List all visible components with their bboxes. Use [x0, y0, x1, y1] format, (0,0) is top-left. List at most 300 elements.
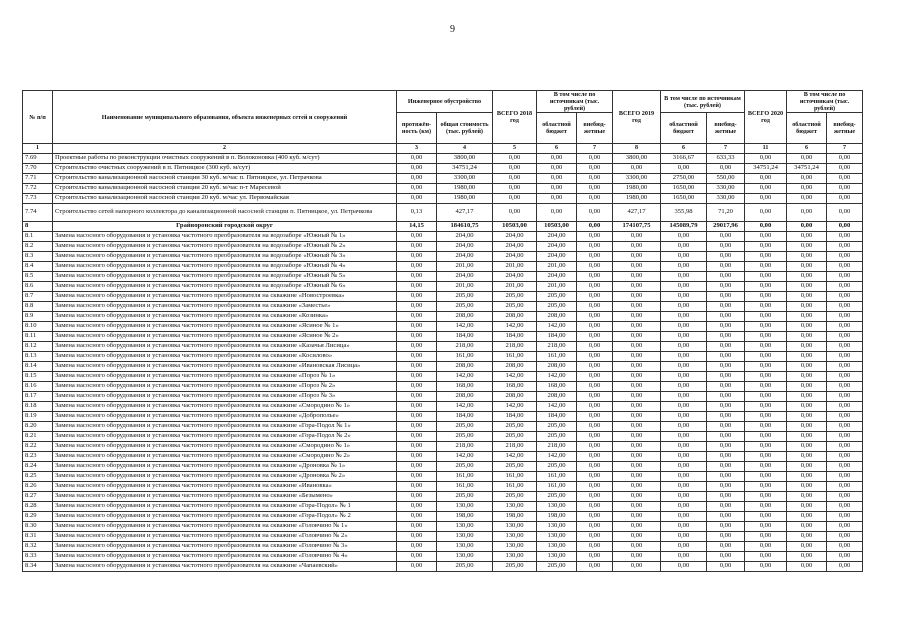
- value-cell: 0,00: [707, 322, 745, 332]
- value-cell: 0,00: [787, 402, 827, 412]
- value-cell: 0,00: [787, 184, 827, 194]
- value-cell: 0,00: [577, 462, 613, 472]
- value-cell: 0,00: [661, 482, 707, 492]
- value-cell: 0,00: [397, 332, 437, 342]
- value-cell: 0,00: [613, 512, 661, 522]
- value-cell: 0,00: [493, 154, 537, 164]
- value-cell: 0,00: [397, 412, 437, 422]
- column-number: 8: [613, 144, 661, 154]
- value-cell: 0,00: [537, 174, 577, 184]
- value-cell: 0,00: [745, 292, 787, 302]
- value-cell: 204,00: [437, 272, 493, 282]
- value-cell: 0,00: [827, 222, 863, 232]
- value-cell: 0,00: [397, 432, 437, 442]
- value-cell: 205,00: [537, 462, 577, 472]
- column-number: 7: [827, 144, 863, 154]
- investment-table: [22, 90, 863, 572]
- value-cell: 184,00: [537, 332, 577, 342]
- value-cell: 0,00: [745, 282, 787, 292]
- row-number: 7.71: [23, 174, 53, 184]
- value-cell: 14,15: [397, 222, 437, 232]
- value-cell: 0,00: [661, 332, 707, 342]
- value-cell: 204,00: [437, 232, 493, 242]
- table-row: [23, 272, 863, 282]
- value-cell: 1980,00: [437, 194, 493, 204]
- value-cell: 205,00: [437, 562, 493, 572]
- column-number: 7: [707, 144, 745, 154]
- value-cell: 208,00: [537, 362, 577, 372]
- value-cell: 633,33: [707, 154, 745, 164]
- value-cell: 0,00: [613, 422, 661, 432]
- value-cell: 0,00: [745, 542, 787, 552]
- row-number: 7.72: [23, 184, 53, 194]
- row-number: 8.8: [23, 302, 53, 312]
- value-cell: 208,00: [437, 362, 493, 372]
- value-cell: 198,00: [537, 512, 577, 522]
- value-cell: 0,00: [577, 352, 613, 362]
- value-cell: 0,00: [577, 452, 613, 462]
- value-cell: 0,00: [707, 372, 745, 382]
- value-cell: 218,00: [493, 442, 537, 452]
- value-cell: 0,00: [707, 532, 745, 542]
- value-cell: 0,00: [537, 184, 577, 194]
- value-cell: 0,00: [493, 174, 537, 184]
- value-cell: 330,00: [707, 194, 745, 204]
- value-cell: 204,00: [493, 252, 537, 262]
- row-number: 8.25: [23, 472, 53, 482]
- value-cell: 184,00: [493, 412, 537, 422]
- value-cell: 201,00: [493, 262, 537, 272]
- value-cell: 0,00: [827, 512, 863, 522]
- value-cell: 0,00: [787, 372, 827, 382]
- column-number: 7: [577, 144, 613, 154]
- row-number: 8.33: [23, 552, 53, 562]
- value-cell: 0,00: [397, 362, 437, 372]
- table-row: [23, 342, 863, 352]
- value-cell: 204,00: [437, 252, 493, 262]
- value-cell: 0,00: [661, 472, 707, 482]
- value-cell: 0,00: [397, 352, 437, 362]
- row-number: 8.28: [23, 502, 53, 512]
- value-cell: 0,00: [745, 532, 787, 542]
- value-cell: 161,00: [493, 352, 537, 362]
- table-row: [23, 154, 863, 164]
- value-cell: 0,00: [787, 282, 827, 292]
- table-row: [23, 392, 863, 402]
- value-cell: 0,00: [707, 164, 745, 174]
- table-row: [23, 174, 863, 184]
- value-cell: 0,00: [745, 512, 787, 522]
- value-cell: 0,00: [661, 292, 707, 302]
- value-cell: 0,00: [577, 362, 613, 372]
- value-cell: 0,00: [707, 502, 745, 512]
- object-name: Замена насосного оборудования и установка частотного преобразователя на скважине «Головчино № 4»: [53, 552, 397, 562]
- row-number: 7.70: [23, 164, 53, 174]
- value-cell: 204,00: [437, 242, 493, 252]
- object-name: Замена насосного оборудования и установка частотного преобразователя на скважине «Безымено»: [53, 492, 397, 502]
- value-cell: 0,00: [397, 242, 437, 252]
- value-cell: 0,00: [745, 472, 787, 482]
- table-row: [23, 442, 863, 452]
- value-cell: 0,00: [827, 272, 863, 282]
- value-cell: 0,00: [827, 432, 863, 442]
- value-cell: 0,00: [707, 542, 745, 552]
- row-number: 8.2: [23, 242, 53, 252]
- value-cell: 204,00: [537, 252, 577, 262]
- value-cell: 161,00: [437, 472, 493, 482]
- value-cell: 0,00: [745, 342, 787, 352]
- table-row: [23, 292, 863, 302]
- value-cell: 0,00: [577, 272, 613, 282]
- value-cell: 168,00: [537, 382, 577, 392]
- value-cell: 0,00: [745, 452, 787, 462]
- row-number: 8.20: [23, 422, 53, 432]
- value-cell: 0,00: [827, 442, 863, 452]
- value-cell: 0,00: [613, 482, 661, 492]
- value-cell: 161,00: [537, 472, 577, 482]
- table-row: [23, 332, 863, 342]
- value-cell: 0,00: [745, 272, 787, 282]
- value-cell: 34751,24: [787, 164, 827, 174]
- value-cell: 142,00: [493, 372, 537, 382]
- value-cell: 0,00: [745, 362, 787, 372]
- value-cell: 0,00: [397, 532, 437, 542]
- value-cell: 0,00: [537, 164, 577, 174]
- table-row: [23, 322, 863, 332]
- value-cell: 161,00: [437, 482, 493, 492]
- value-cell: 218,00: [493, 342, 537, 352]
- table-row: [23, 402, 863, 412]
- object-name: Грайворонский городской округ: [53, 222, 397, 232]
- value-cell: 0,00: [397, 512, 437, 522]
- value-cell: 142,00: [437, 372, 493, 382]
- column-number: 4: [437, 144, 493, 154]
- value-cell: 0,00: [577, 552, 613, 562]
- row-number: 8.29: [23, 512, 53, 522]
- value-cell: 0,00: [397, 282, 437, 292]
- value-cell: 130,00: [493, 552, 537, 562]
- value-cell: 0,00: [397, 174, 437, 184]
- table-row: [23, 194, 863, 204]
- value-cell: 205,00: [437, 432, 493, 442]
- row-number: 8.34: [23, 562, 53, 572]
- value-cell: 0,00: [397, 392, 437, 402]
- value-cell: 0,00: [787, 272, 827, 282]
- value-cell: 0,00: [397, 184, 437, 194]
- value-cell: 0,00: [661, 272, 707, 282]
- value-cell: 142,00: [537, 402, 577, 412]
- value-cell: 0,00: [745, 204, 787, 222]
- value-cell: 205,00: [437, 492, 493, 502]
- value-cell: 0,00: [787, 512, 827, 522]
- value-cell: 0,00: [577, 522, 613, 532]
- value-cell: 0,00: [827, 174, 863, 184]
- value-cell: 0,00: [745, 422, 787, 432]
- value-cell: 0,00: [787, 492, 827, 502]
- value-cell: 0,00: [745, 174, 787, 184]
- column-number: 6: [787, 144, 827, 154]
- value-cell: 201,00: [437, 262, 493, 272]
- value-cell: 1650,00: [661, 194, 707, 204]
- value-cell: 142,00: [437, 402, 493, 412]
- value-cell: 0,00: [827, 282, 863, 292]
- object-name: Строительство очистных сооружений в п. Пятницкое (300 куб. м/сут): [53, 164, 397, 174]
- value-cell: 0,00: [745, 252, 787, 262]
- value-cell: 0,00: [745, 242, 787, 252]
- value-cell: 0,00: [577, 222, 613, 232]
- value-cell: 0,00: [577, 532, 613, 542]
- value-cell: 0,00: [707, 412, 745, 422]
- row-number: 8.21: [23, 432, 53, 442]
- header-num: № п/п: [23, 91, 53, 144]
- value-cell: 198,00: [493, 512, 537, 522]
- value-cell: 0,00: [827, 154, 863, 164]
- column-number: 11: [745, 144, 787, 154]
- value-cell: 0,00: [707, 512, 745, 522]
- value-cell: 0,00: [613, 292, 661, 302]
- value-cell: 0,00: [661, 342, 707, 352]
- row-number: 8.30: [23, 522, 53, 532]
- value-cell: 0,00: [613, 262, 661, 272]
- value-cell: 0,00: [577, 492, 613, 502]
- value-cell: 0,00: [827, 362, 863, 372]
- table-row: [23, 372, 863, 382]
- value-cell: 0,00: [827, 164, 863, 174]
- object-name: Замена насосного оборудования и установка частотного преобразователя на скважине «Гора-Подол» № 1: [53, 502, 397, 512]
- value-cell: 0,00: [397, 482, 437, 492]
- value-cell: 0,00: [827, 422, 863, 432]
- object-name: Замена насосного оборудования и установка частотного преобразователя на скважине «Гора-Подол № 1»: [53, 422, 397, 432]
- value-cell: 0,00: [577, 154, 613, 164]
- value-cell: 427,17: [613, 204, 661, 222]
- value-cell: 0,00: [787, 292, 827, 302]
- value-cell: 130,00: [537, 532, 577, 542]
- value-cell: 184,00: [493, 332, 537, 342]
- value-cell: 0,00: [787, 442, 827, 452]
- value-cell: 0,00: [613, 312, 661, 322]
- header-length: протяжён-ность (км): [397, 113, 437, 144]
- row-number: 8.18: [23, 402, 53, 412]
- header-cost: общая стоимость (тыс. рублей): [437, 113, 493, 144]
- row-number: 8.17: [23, 392, 53, 402]
- value-cell: 204,00: [493, 272, 537, 282]
- value-cell: 0,00: [613, 242, 661, 252]
- value-cell: 0,00: [707, 522, 745, 532]
- object-name: Строительство сетей напорного коллектора до канализационной насосной станции п. Пятницкое, ул. Петрачкова: [53, 204, 397, 222]
- header-offbudget-2018: внебюд-жетные: [577, 113, 613, 144]
- value-cell: 204,00: [537, 242, 577, 252]
- table-row: [23, 482, 863, 492]
- table-row: [23, 422, 863, 432]
- value-cell: 0,00: [707, 232, 745, 242]
- value-cell: 0,00: [745, 232, 787, 242]
- value-cell: 0,00: [827, 412, 863, 422]
- table-row: [23, 282, 863, 292]
- value-cell: 0,00: [397, 562, 437, 572]
- column-number: 3: [397, 144, 437, 154]
- value-cell: 142,00: [493, 322, 537, 332]
- value-cell: 0,00: [577, 322, 613, 332]
- value-cell: 0,00: [577, 372, 613, 382]
- value-cell: 0,00: [661, 242, 707, 252]
- value-cell: 130,00: [437, 502, 493, 512]
- value-cell: 0,00: [577, 442, 613, 452]
- value-cell: 0,00: [827, 522, 863, 532]
- value-cell: 0,00: [661, 392, 707, 402]
- table-header: [23, 91, 863, 154]
- value-cell: 205,00: [493, 422, 537, 432]
- value-cell: 142,00: [537, 452, 577, 462]
- value-cell: 0,00: [613, 272, 661, 282]
- value-cell: 0,00: [397, 372, 437, 382]
- value-cell: 0,00: [707, 562, 745, 572]
- value-cell: 0,00: [397, 462, 437, 472]
- value-cell: 201,00: [537, 262, 577, 272]
- value-cell: 0,00: [661, 532, 707, 542]
- value-cell: 0,00: [613, 452, 661, 462]
- value-cell: 0,00: [397, 552, 437, 562]
- value-cell: 184,00: [537, 412, 577, 422]
- value-cell: 3800,00: [613, 154, 661, 164]
- value-cell: 0,00: [787, 322, 827, 332]
- value-cell: 168,00: [493, 382, 537, 392]
- table-row: [23, 472, 863, 482]
- value-cell: 0,00: [745, 154, 787, 164]
- value-cell: 0,00: [397, 194, 437, 204]
- value-cell: 0,00: [661, 422, 707, 432]
- object-name: Замена насосного оборудования и установка частотного преобразователя на водозаборе «Южный № 5»: [53, 272, 397, 282]
- value-cell: 205,00: [537, 292, 577, 302]
- value-cell: 0,00: [661, 412, 707, 422]
- value-cell: 130,00: [437, 552, 493, 562]
- value-cell: 0,13: [397, 204, 437, 222]
- value-cell: 355,98: [661, 204, 707, 222]
- value-cell: 0,00: [707, 422, 745, 432]
- value-cell: 0,00: [661, 442, 707, 452]
- value-cell: 330,00: [707, 184, 745, 194]
- value-cell: 0,00: [613, 432, 661, 442]
- value-cell: 0,00: [493, 194, 537, 204]
- value-cell: 208,00: [537, 392, 577, 402]
- value-cell: 0,00: [787, 302, 827, 312]
- value-cell: 0,00: [745, 402, 787, 412]
- value-cell: 205,00: [493, 292, 537, 302]
- value-cell: 0,00: [397, 312, 437, 322]
- value-cell: 0,00: [397, 154, 437, 164]
- value-cell: 0,00: [707, 452, 745, 462]
- value-cell: 0,00: [577, 402, 613, 412]
- value-cell: 0,00: [707, 482, 745, 492]
- object-name: Замена насосного оборудования и установка частотного преобразователя на водозаборе «Южный № 2»: [53, 242, 397, 252]
- value-cell: 0,00: [787, 562, 827, 572]
- object-name: Замена насосного оборудования и установка частотного преобразователя на скважине «Смородино № 2»: [53, 452, 397, 462]
- value-cell: 0,00: [827, 194, 863, 204]
- value-cell: 0,00: [827, 482, 863, 492]
- value-cell: 0,00: [707, 252, 745, 262]
- table-row: [23, 502, 863, 512]
- value-cell: 205,00: [493, 432, 537, 442]
- value-cell: 205,00: [537, 432, 577, 442]
- value-cell: 0,00: [661, 262, 707, 272]
- table-row: [23, 204, 863, 222]
- value-cell: 0,00: [577, 164, 613, 174]
- value-cell: 0,00: [397, 542, 437, 552]
- value-cell: 0,00: [745, 492, 787, 502]
- table-row: [23, 362, 863, 372]
- value-cell: 0,00: [661, 282, 707, 292]
- value-cell: 0,00: [661, 402, 707, 412]
- object-name: Замена насосного оборудования и установка частотного преобразователя на скважине «Смородино № 1»: [53, 402, 397, 412]
- value-cell: 184,00: [437, 412, 493, 422]
- object-name: Замена насосного оборудования и установка частотного преобразователя на скважине «Пороз № 3»: [53, 392, 397, 402]
- value-cell: 0,00: [577, 482, 613, 492]
- object-name: Замена насосного оборудования и установка частотного преобразователя на скважине «Пороз № 2»: [53, 382, 397, 392]
- value-cell: 34751,24: [745, 164, 787, 174]
- value-cell: 0,00: [707, 352, 745, 362]
- section-row: [23, 222, 863, 232]
- value-cell: 0,00: [745, 372, 787, 382]
- object-name: Замена насосного оборудования и установка частотного преобразователя на скважине «Чапаевский»: [53, 562, 397, 572]
- object-name: Замена насосного оборудования и установка частотного преобразователя на скважине «Головчино № 2»: [53, 532, 397, 542]
- value-cell: 0,00: [827, 252, 863, 262]
- table-row: [23, 462, 863, 472]
- object-name: Строительство канализационной насосной станции 30 куб. м/час п. Пятницкое, ул. Петрачкова: [53, 174, 397, 184]
- table-row: [23, 492, 863, 502]
- object-name: Замена насосного оборудования и установка частотного преобразователя на скважине «Пороз № 1»: [53, 372, 397, 382]
- table-row: [23, 312, 863, 322]
- object-name: Строительство канализационной насосной станции 20 куб. м/час ул. Первомайская: [53, 194, 397, 204]
- value-cell: 0,00: [827, 292, 863, 302]
- value-cell: 0,00: [827, 352, 863, 362]
- value-cell: 1980,00: [437, 184, 493, 194]
- value-cell: 0,00: [707, 432, 745, 442]
- value-cell: 0,00: [577, 174, 613, 184]
- table-row: [23, 302, 863, 312]
- value-cell: 0,00: [397, 422, 437, 432]
- value-cell: 0,00: [787, 452, 827, 462]
- value-cell: 0,00: [661, 252, 707, 262]
- row-number: 8.14: [23, 362, 53, 372]
- column-number: 1: [23, 144, 53, 154]
- value-cell: 0,00: [745, 412, 787, 422]
- object-name: Замена насосного оборудования и установка частотного преобразователя на скважине «Дроновка № 2»: [53, 472, 397, 482]
- column-number-row: [23, 144, 863, 154]
- value-cell: 0,00: [707, 362, 745, 372]
- value-cell: 0,00: [661, 362, 707, 372]
- row-number: 8.32: [23, 542, 53, 552]
- row-number: 8.24: [23, 462, 53, 472]
- object-name: Замена насосного оборудования и установка частотного преобразователя на скважине «Косилово»: [53, 352, 397, 362]
- row-number: 8.15: [23, 372, 53, 382]
- object-name: Замена насосного оборудования и установка частотного преобразователя на водозаборе «Южный № 4»: [53, 262, 397, 272]
- value-cell: 130,00: [537, 502, 577, 512]
- table-row: [23, 432, 863, 442]
- value-cell: 0,00: [827, 262, 863, 272]
- value-cell: 0,00: [787, 422, 827, 432]
- row-number: 8.31: [23, 532, 53, 542]
- value-cell: 427,17: [437, 204, 493, 222]
- value-cell: 130,00: [493, 532, 537, 542]
- value-cell: 0,00: [787, 252, 827, 262]
- row-number: 8.26: [23, 482, 53, 492]
- value-cell: 130,00: [537, 522, 577, 532]
- value-cell: 0,00: [787, 432, 827, 442]
- value-cell: 208,00: [537, 312, 577, 322]
- value-cell: 0,00: [577, 252, 613, 262]
- value-cell: 0,00: [707, 492, 745, 502]
- header-sources-2018: В том числе по источникам (тыс. рублей): [537, 91, 613, 113]
- table-row: [23, 542, 863, 552]
